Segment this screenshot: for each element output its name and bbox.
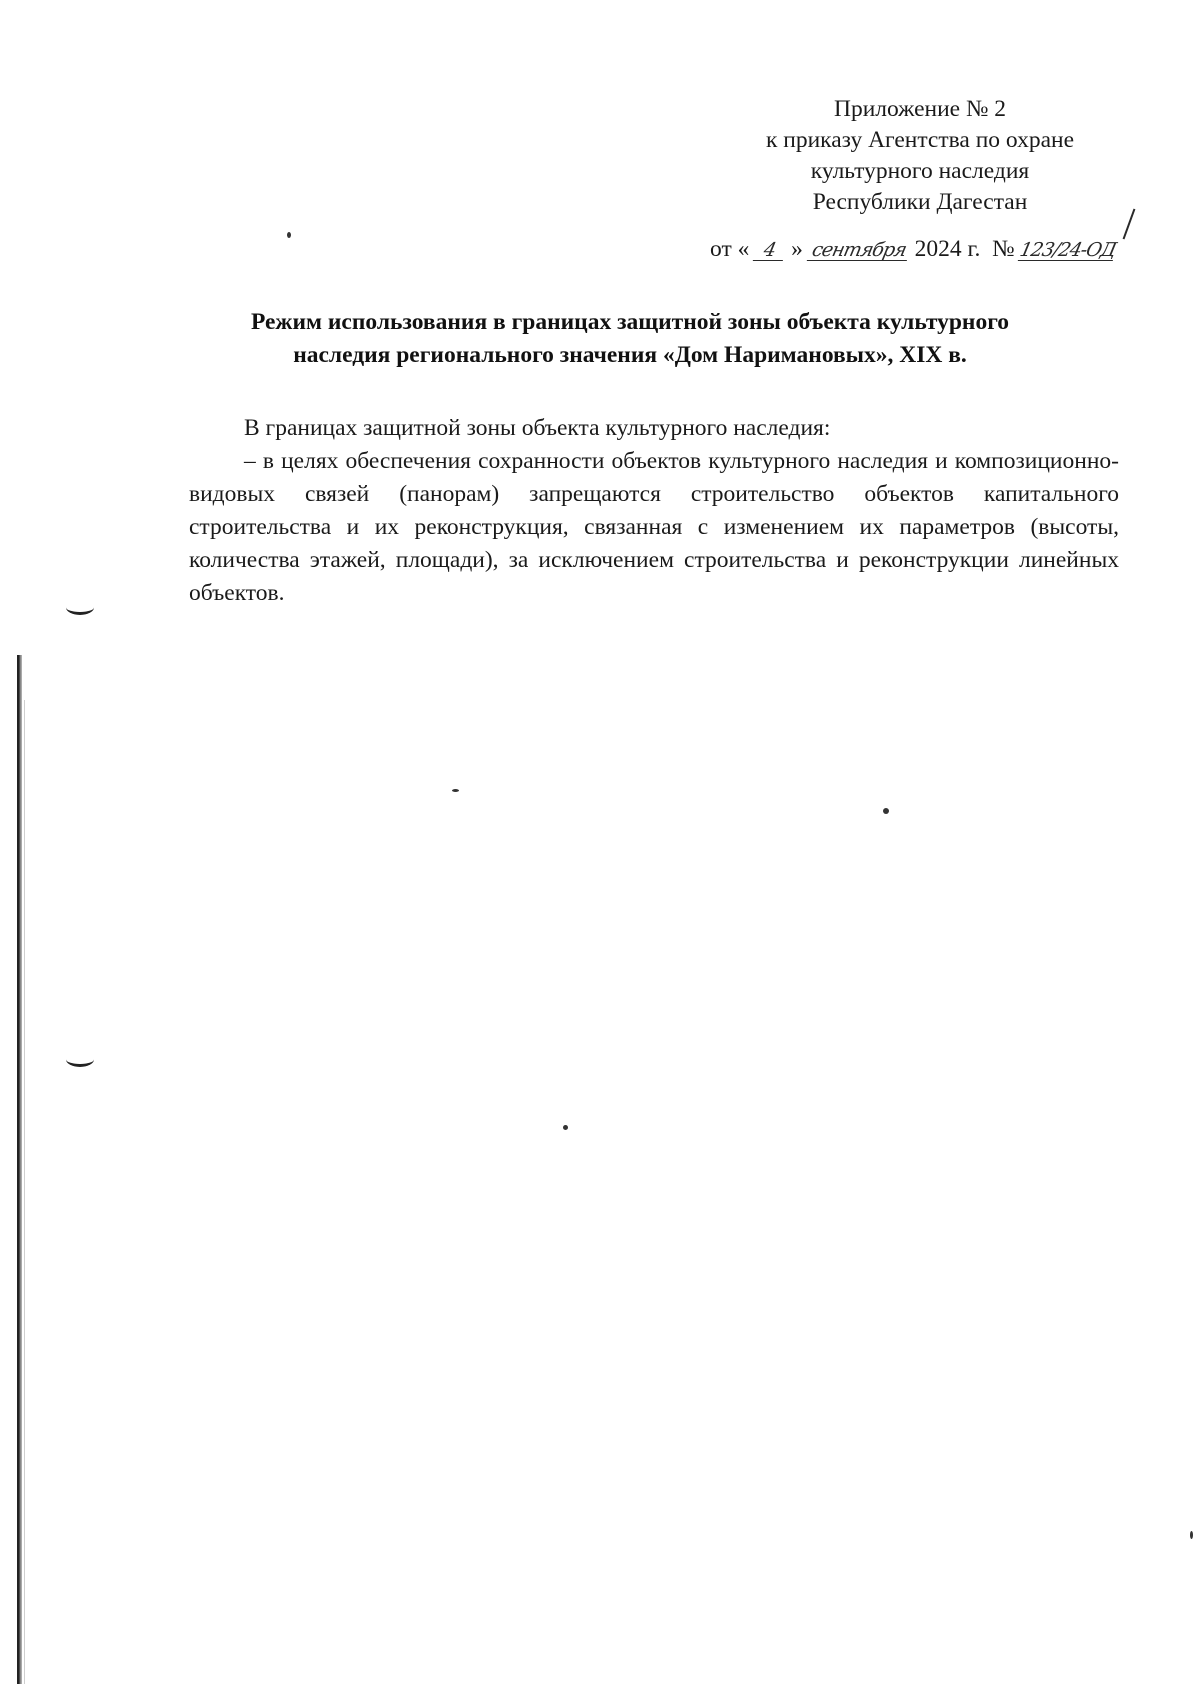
- appendix-header: [700, 94, 1140, 218]
- binding-hole-mark: [66, 600, 94, 615]
- body-intro: В границах защитной зоны объекта культурного наследия:: [244, 415, 831, 441]
- document-title: [150, 306, 1110, 372]
- header-line-republic: Республики Дагестан: [812, 189, 1028, 215]
- date-prefix: от «: [710, 236, 750, 262]
- header-line-order: к приказу Агентства по охране: [765, 127, 1075, 153]
- scan-edge-line: [17, 655, 22, 1684]
- date-mid: »: [791, 236, 803, 262]
- number-prefix: №: [992, 236, 1015, 262]
- handwritten-month: сентября: [806, 240, 910, 261]
- handwritten-order-number: 123/24-ОД: [1018, 239, 1119, 261]
- document-body: [189, 412, 1119, 610]
- header-line-appendix: Приложение № 2: [833, 96, 1007, 122]
- scan-speck: [287, 232, 291, 238]
- date-year: 2024 г.: [914, 236, 981, 262]
- scan-speck: [563, 1125, 568, 1130]
- handwritten-day: 4: [753, 240, 787, 261]
- body-paragraph: – в целях обеспечения сохранности объектов культурного наследия и композиционно-видовых связей (панорам) запрещаются строительство объектов капитального строительства и их реконструкция, связанная с изменением их параметров (высоты, количества этажей, площади), за исключением строительства и реконструкции линейных объектов.: [189, 448, 1119, 606]
- header-line-heritage: культурного наследия: [810, 158, 1030, 184]
- binding-hole-mark: [66, 1052, 94, 1067]
- order-date-line: [710, 234, 1119, 265]
- scan-speck: [1190, 1531, 1193, 1539]
- scan-speck: [883, 808, 889, 814]
- title-line-2: наследия регионального значения «Дом Наримановых», XIX в.: [293, 342, 967, 368]
- scan-edge-shadow: [24, 700, 25, 1684]
- title-line-1: Режим использования в границах защитной зоны объекта культурного: [250, 309, 1010, 335]
- scan-speck: [452, 789, 459, 792]
